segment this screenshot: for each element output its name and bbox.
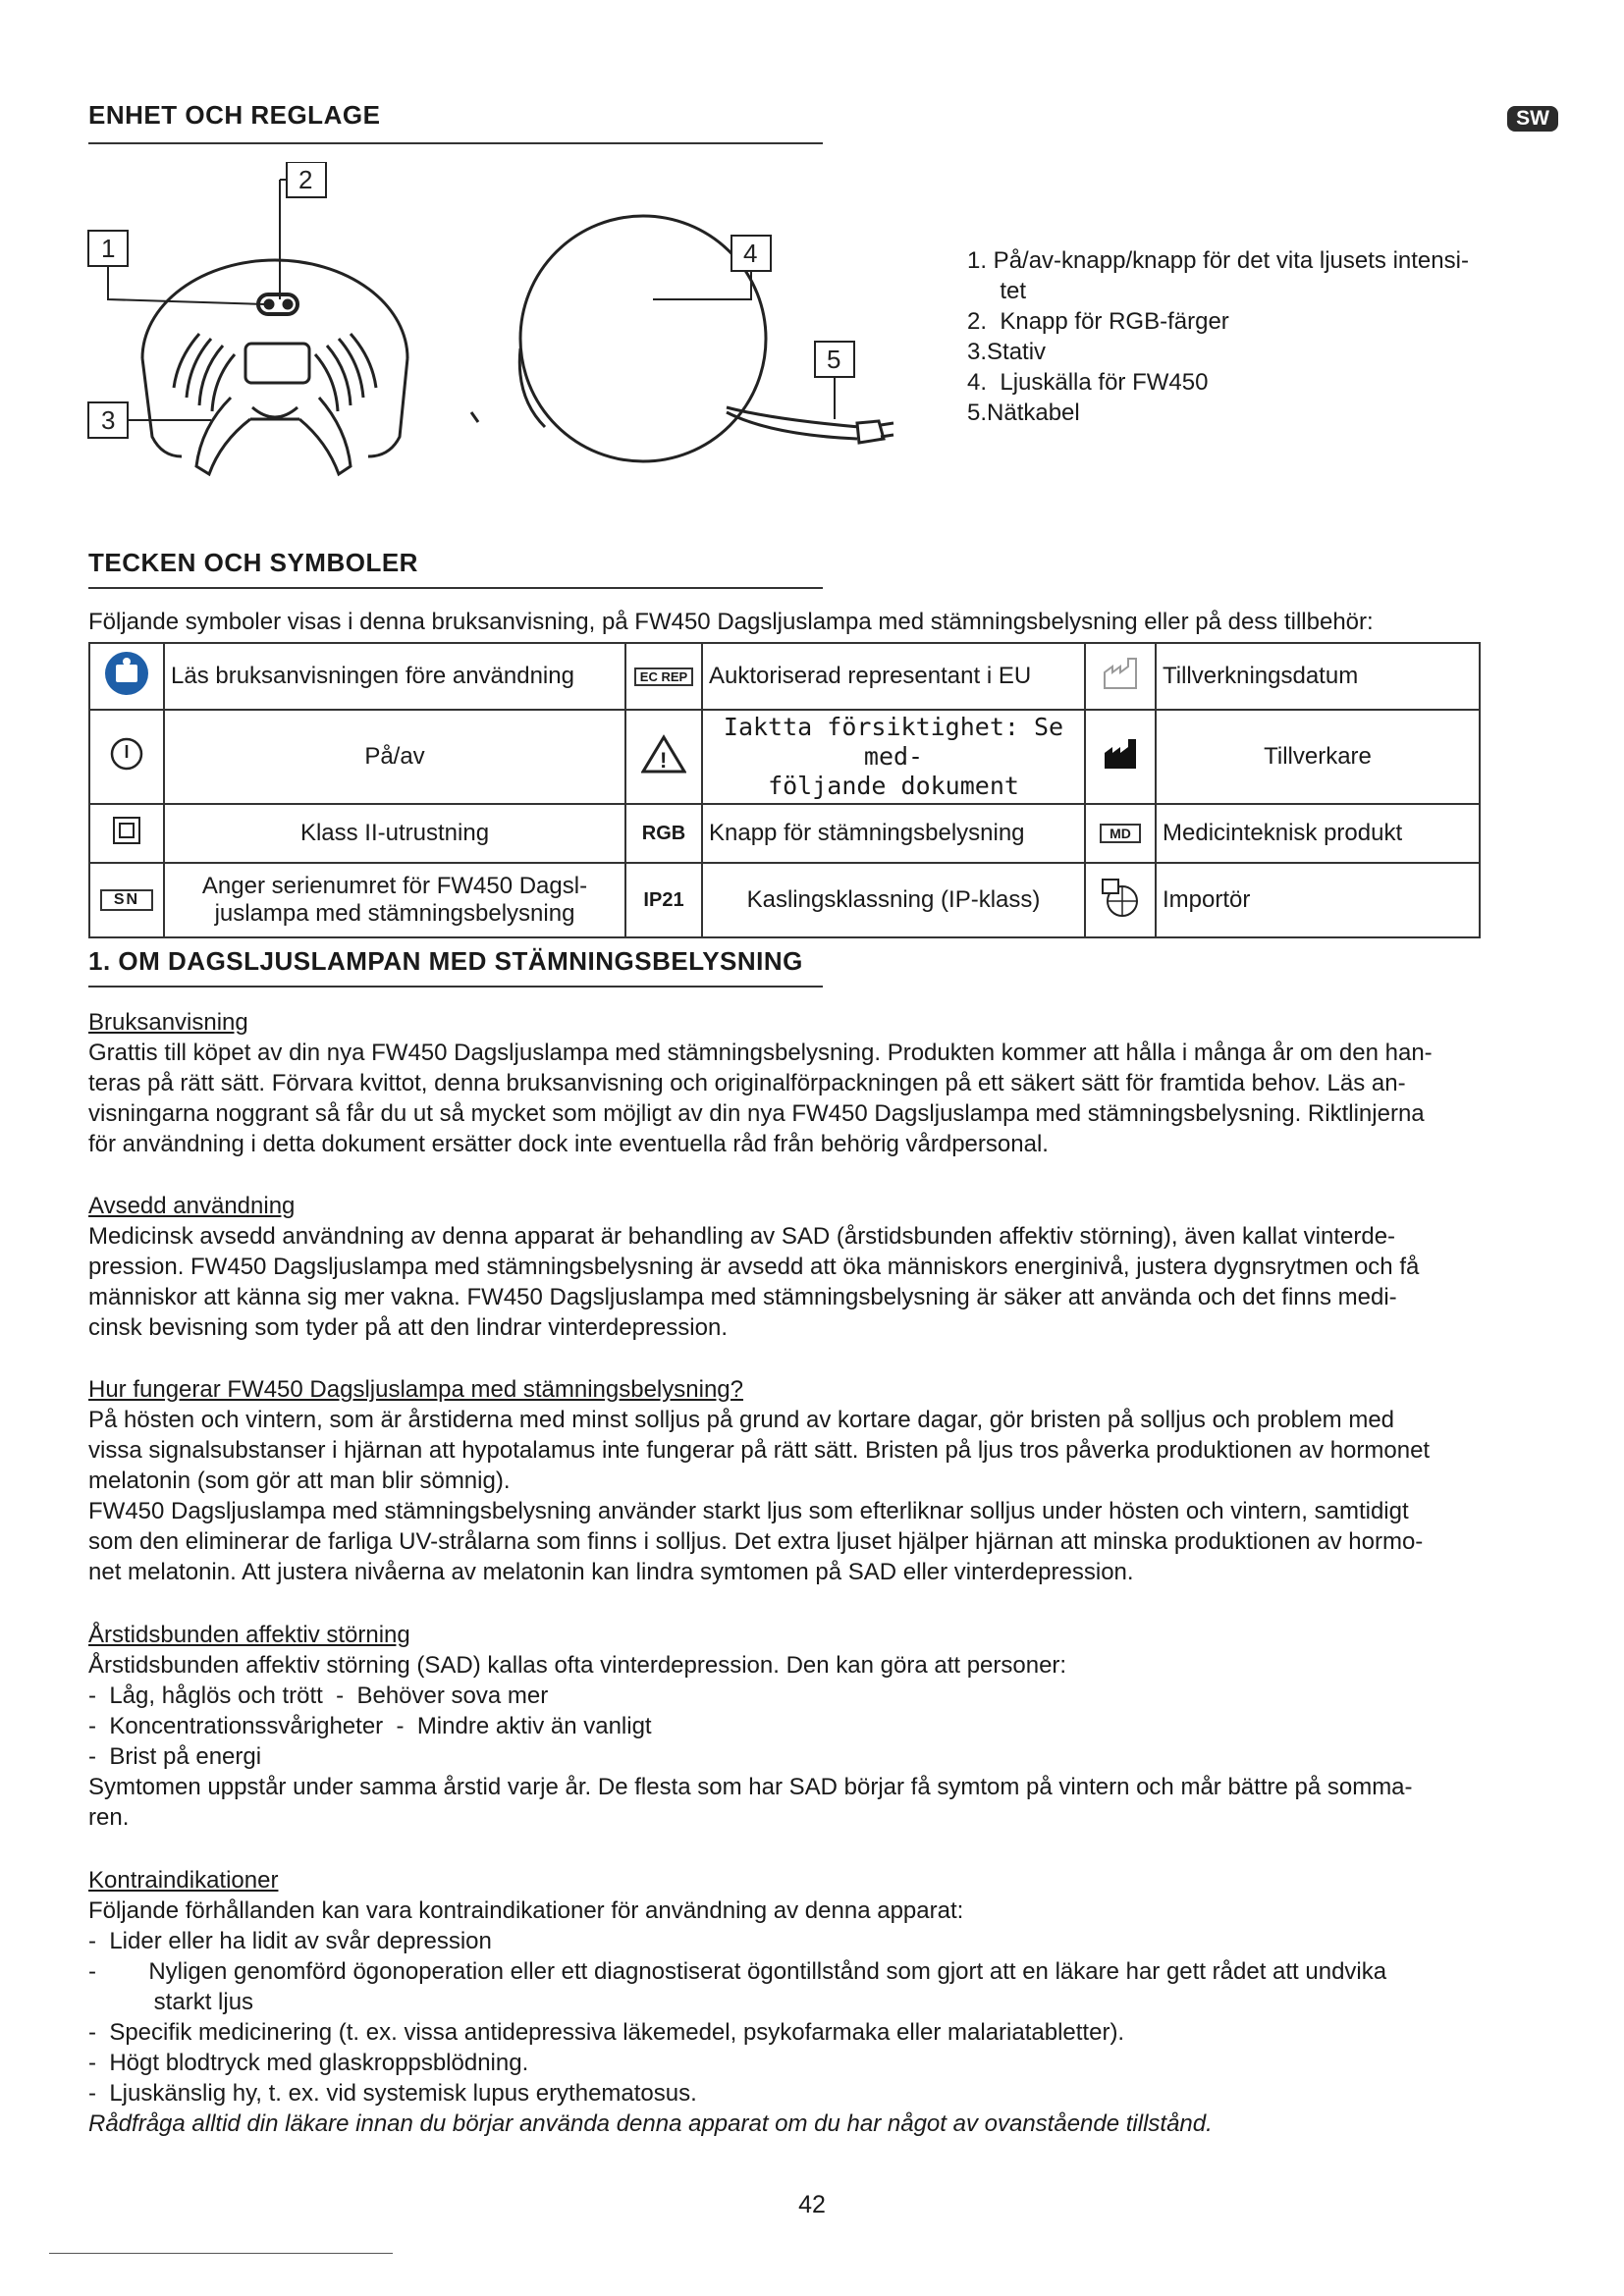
symbol-desc: På/av: [164, 710, 625, 804]
paragraph-line: visningarna noggrant så får du ut så mycket som möjligt av din nya FW450 Dagsljuslampa med stämningsbelysning. Riktlinjerna: [88, 1100, 1425, 1127]
manufacture-date-icon: [1085, 643, 1156, 710]
md-icon: MD: [1085, 804, 1156, 863]
parts-item: 3.Stativ: [967, 339, 1047, 365]
lamp-front-icon: [471, 216, 893, 461]
paragraph-line: som den eliminerar de farliga UV-strålarna som finns i solljus. Det extra ljuset hjälper hjärnan att minska produktionen av hormo-: [88, 1528, 1424, 1555]
list-item: - Koncentrationssvårigheter - Mindre aktiv än vanligt: [88, 1713, 652, 1739]
paragraph-line: cinsk bevisning som tyder på att den lindrar vinterdepression.: [88, 1314, 728, 1341]
paragraph-line: Årstidsbunden affektiv störning (SAD) kallas ofta vinterdepression. Den kan göra att personer:: [88, 1652, 1067, 1679]
parts-item: 1. På/av-knapp/knapp för det vita ljusets intensi-: [967, 247, 1469, 274]
kontra-block: [88, 1865, 1551, 2139]
table-row: [89, 710, 1480, 804]
table-row: [89, 643, 1480, 710]
callout-5-label: 5: [827, 345, 841, 374]
symbol-desc: Knapp för stämningsbelysning: [702, 804, 1085, 863]
parts-list: [967, 245, 1469, 428]
table-row: [89, 804, 1480, 863]
paragraph-line: FW450 Dagsljuslampa med stämningsbelysning använder starkt ljus som efterliknar solljus under hösten och vintern, samtidigt: [88, 1498, 1409, 1524]
callout-3-label: 3: [101, 405, 116, 435]
manual-icon: [89, 643, 164, 710]
hur-block: [88, 1374, 1551, 1587]
footer-rule: [49, 2253, 393, 2254]
callout-2-label: 2: [298, 165, 313, 194]
symbol-desc: Tillverkare: [1156, 710, 1480, 804]
symbol-desc: Auktoriserad representant i EU: [702, 643, 1085, 710]
subheading: Avsedd användning: [88, 1193, 296, 1219]
list-item: - Specifik medicinering (t. ex. vissa antidepressiva läkemedel, psykofarmaka eller malariatabletter).: [88, 2019, 1125, 2046]
title-rule: [88, 986, 823, 988]
symbol-desc: Iaktta försiktighet: Se med- följande dokument: [702, 710, 1085, 804]
list-item: - Högt blodtryck med glaskroppsblödning.: [88, 2050, 529, 2076]
symbols-intro: Följande symboler visas i denna bruksanvisning, på FW450 Dagsljuslampa med stämningsbelysning eller på dess tillbehör:: [88, 609, 1374, 635]
parts-item: 4. Ljuskälla för FW450: [967, 369, 1209, 396]
title-rule: [88, 587, 823, 589]
page-number: 42: [798, 2191, 826, 2218]
subheading: Årstidsbunden affektiv störning: [88, 1622, 410, 1648]
bruksanvisning-block: [88, 1007, 1551, 1159]
paragraph-line: ren.: [88, 1804, 130, 1831]
list-item: starkt ljus: [88, 1989, 254, 2015]
paragraph-line: På hösten och vintern, som är årstiderna med minst solljus på grund av kortare dagar, gör bristen på solljus och problem med: [88, 1407, 1395, 1433]
paragraph-line: pression. FW450 Dagsljuslampa med stämningsbelysning är avsedd att öka människors energinivå, justera dygnsrytmen och få: [88, 1254, 1420, 1280]
list-item: - Låg, håglös och trött - Behöver sova mer: [88, 1682, 549, 1709]
advice-note: Rådfråga alltid din läkare innan du börjar använda denna apparat om du har något av ovanstående tillstånd.: [88, 2110, 1213, 2137]
title-rule: [88, 142, 823, 144]
paragraph-line: net melatonin. Att justera nivåerna av melatonin kan lindra symtomen på SAD eller vinterdepression.: [88, 1559, 1134, 1585]
symbol-desc: Tillverkningsdatum: [1156, 643, 1480, 710]
rgb-icon: RGB: [625, 804, 702, 863]
class-ii-icon: [89, 804, 164, 863]
importer-icon: [1085, 863, 1156, 937]
parts-item: 5.Nätkabel: [967, 400, 1080, 426]
paragraph-line: teras på rätt sätt. Förvara kvittot, denna bruksanvisning och originalförpackningen på ett säkert sätt för framtida behov. Läs an-: [88, 1070, 1406, 1096]
paragraph-line: människor att känna sig mer vakna. FW450 Dagsljuslampa med stämningsbelysning är säker att använda och det finns medi-: [88, 1284, 1397, 1310]
paragraph-line: Symtomen uppstår under samma årstid varje år. De flesta som har SAD börjar få symtom på vintern och mår bättre på somma-: [88, 1774, 1413, 1800]
symbol-desc: Klass II-utrustning: [164, 804, 625, 863]
paragraph-line: Medicinsk avsedd användning av denna apparat är behandling av SAD (årstidsbunden affektiv störning), även kallat vinterde-: [88, 1223, 1396, 1250]
sad-block: [88, 1620, 1551, 1833]
symbol-desc: Medicinteknisk produkt: [1156, 804, 1480, 863]
symbol-desc: Kaslingsklassning (IP-klass): [702, 863, 1085, 937]
paragraph-line: för användning i detta dokument ersätter dock inte eventuella råd från behörig vårdpersonal.: [88, 1131, 1049, 1157]
parts-item: 2. Knapp för RGB-färger: [967, 308, 1229, 335]
power-icon: [89, 710, 164, 804]
list-item: - Lider eller ha lidit av svår depression: [88, 1928, 492, 1954]
svg-text:!: !: [660, 747, 668, 773]
language-badge: SW: [1507, 106, 1558, 132]
list-item: - Nyligen genomförd ögonoperation eller ett diagnostiserat ögontillstånd som gjort att en läkare har gett rådet att undvika: [88, 1958, 1387, 1985]
symbol-desc: Anger serienumret för FW450 Dagsl- juslampa med stämningsbelysning: [164, 863, 625, 937]
section-title-om: 1. OM DAGSLJUSLAMPAN MED STÄMNINGSBELYSNING: [88, 946, 803, 976]
callout-1-label: 1: [101, 234, 116, 263]
subheading: Bruksanvisning: [88, 1009, 248, 1036]
ec-rep-icon: EC REP: [625, 643, 702, 710]
device-illustration: [83, 162, 898, 486]
subheading: Hur fungerar FW450 Dagsljuslampa med stämningsbelysning?: [88, 1376, 743, 1403]
paragraph-line: Följande förhållanden kan vara kontraindikationer för användning av denna apparat:: [88, 1897, 964, 1924]
callout-4-label: 4: [743, 239, 758, 268]
paragraph-line: vissa signalsubstanser i hjärnan att hypotalamus inte fungerar på rätt sätt. Bristen på ljus tros påverka produktionen av hormonet: [88, 1437, 1431, 1464]
parts-item: tet: [967, 278, 1027, 304]
paragraph-line: Grattis till köpet av din nya FW450 Dagsljuslampa med stämningsbelysning. Produkten kommer att hålla i många år om den han-: [88, 1040, 1433, 1066]
subheading: Kontraindikationer: [88, 1867, 279, 1894]
list-item: - Ljuskänslig hy, t. ex. vid systemisk lupus erythematosus.: [88, 2080, 697, 2107]
section-title-tecken: TECKEN OCH SYMBOLER: [88, 548, 418, 577]
section-title-enhet: ENHET OCH REGLAGE: [88, 100, 381, 130]
symbols-table: [88, 642, 1481, 938]
manufacturer-icon: [1085, 710, 1156, 804]
table-row: [89, 863, 1480, 937]
symbol-desc: Läs bruksanvisningen före användning: [164, 643, 625, 710]
serial-number-icon: SN: [89, 863, 164, 937]
avsedd-block: [88, 1191, 1551, 1343]
list-item: - Brist på energi: [88, 1743, 262, 1770]
symbol-desc: Importör: [1156, 863, 1480, 937]
caution-icon: [625, 710, 702, 804]
ip21-icon: IP21: [625, 863, 702, 937]
lamp-back-icon: [142, 260, 407, 474]
paragraph-line: melatonin (som gör att man blir sömnig).: [88, 1468, 511, 1494]
